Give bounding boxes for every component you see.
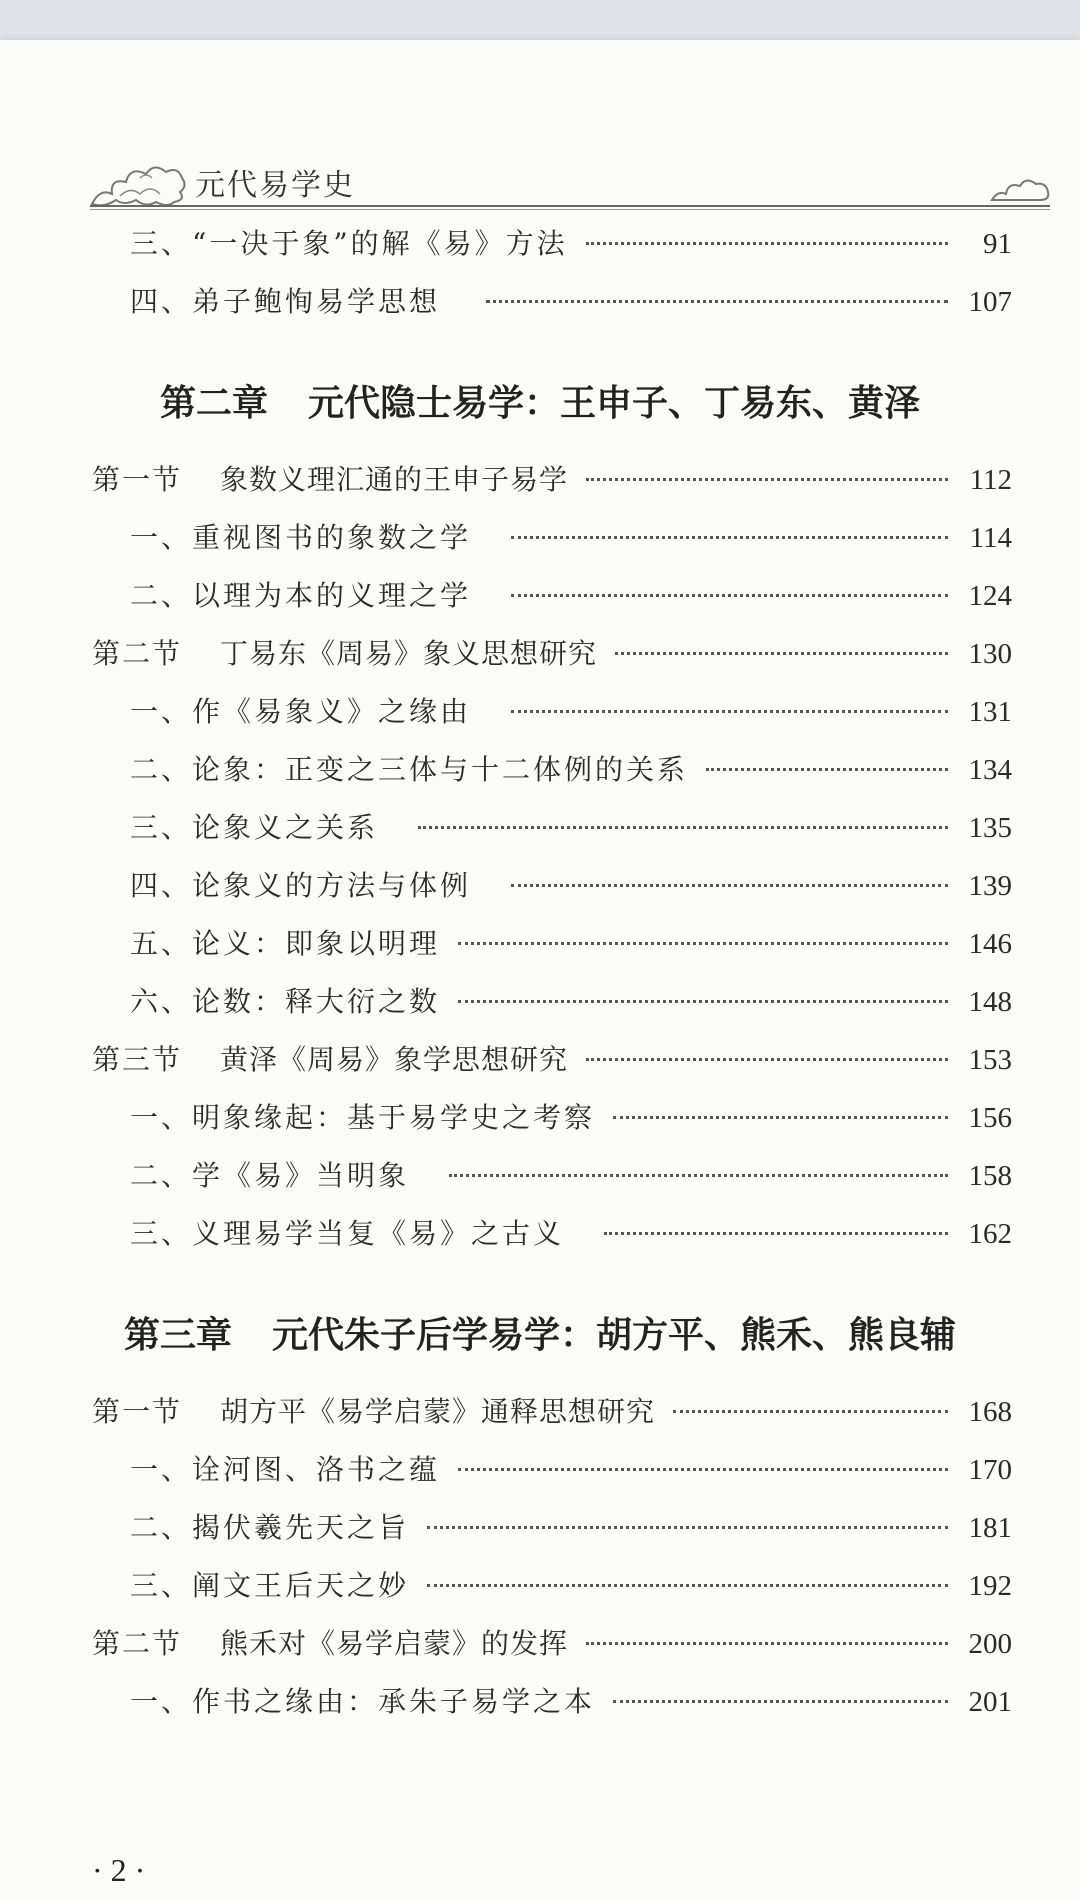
leader-dots [586, 1058, 948, 1061]
section-title: 胡方平《易学启蒙》通释思想研究 [220, 1395, 656, 1428]
leader-dots [418, 826, 948, 829]
toc-item-label: 二、论象：正变之三体与十二体例的关系 [130, 753, 689, 786]
leader-dots [586, 1642, 948, 1645]
book-page [0, 40, 1080, 1901]
toc-item-label: 五、论义：即象以明理 [130, 927, 441, 960]
toc-item[interactable] [130, 1506, 1012, 1556]
toc-item[interactable] [130, 748, 1012, 798]
section-number: 第三节 [92, 1043, 183, 1076]
toc-item-page: 107 [968, 286, 1012, 318]
toc-item[interactable] [130, 1680, 1012, 1730]
toc-section[interactable] [92, 632, 1012, 682]
toc-item-page: 201 [968, 1686, 1012, 1718]
section-page: 112 [969, 464, 1012, 496]
section-title: 熊禾对《易学启蒙》的发挥 [220, 1627, 569, 1660]
leader-dots [706, 768, 948, 771]
toc-item-page: 170 [968, 1454, 1012, 1486]
section-page: 130 [968, 638, 1012, 670]
chapter-title: 元代隐士易学：王申子、丁易东、黄泽 [308, 383, 921, 424]
toc-item-label: 六、论数：释大衍之数 [130, 985, 441, 1018]
toc-item-label: 三、论象义之关系 [130, 811, 379, 844]
leader-dots [586, 478, 948, 481]
toc-item-label: 四、弟子鲍恂易学思想 [130, 285, 441, 318]
toc-section[interactable] [92, 458, 1012, 508]
toc-item-label: 二、学《易》当明象 [130, 1159, 410, 1192]
chapter-heading[interactable] [0, 1307, 1080, 1358]
toc-item-page: 156 [968, 1102, 1012, 1134]
leader-dots [586, 242, 948, 245]
cloud-ornament-right-icon [990, 170, 1050, 202]
toc-item[interactable] [130, 1212, 1012, 1262]
toc-item-page: 139 [968, 870, 1012, 902]
section-title: 黄泽《周易》象学思想研究 [220, 1043, 569, 1076]
leader-dots [615, 652, 948, 655]
toc-section[interactable] [92, 1390, 1012, 1440]
leader-dots [673, 1410, 948, 1413]
leader-dots [511, 710, 948, 713]
page-number: · 2 · [92, 1852, 146, 1888]
running-header [90, 140, 1050, 210]
toc-item-page: 146 [968, 928, 1012, 960]
toc-item-page: 124 [968, 580, 1012, 612]
section-title: 丁易东《周易》象义思想研究 [220, 637, 598, 670]
toc-item-label: 四、论象义的方法与体例 [130, 869, 472, 902]
toc-item[interactable] [130, 1564, 1012, 1614]
book-title: 元代易学史 [195, 168, 355, 203]
toc-item-page: 135 [968, 812, 1012, 844]
toc-section[interactable] [92, 1038, 1012, 1088]
toc-item[interactable] [130, 922, 1012, 972]
leader-dots [458, 1468, 948, 1471]
leader-dots [458, 942, 948, 945]
toc-item-label: 三、义理易学当复《易》之古义 [130, 1217, 565, 1250]
toc-item[interactable] [130, 1154, 1012, 1204]
toc-item[interactable] [130, 280, 1012, 330]
leader-dots [613, 1116, 948, 1119]
cloud-ornament-left-icon [90, 148, 190, 208]
toc-item-label: 二、以理为本的义理之学 [130, 579, 472, 612]
toc-item-page: 114 [969, 522, 1012, 554]
toc-item[interactable] [130, 690, 1012, 740]
leader-dots [511, 884, 948, 887]
toc-item-label: 三、阐文王后天之妙 [130, 1569, 410, 1602]
toc-item[interactable] [130, 516, 1012, 566]
toc-item-label: 一、诠河图、洛书之蕴 [130, 1453, 441, 1486]
toc-item-label: 二、揭伏羲先天之旨 [130, 1511, 410, 1544]
toc-item-label: 一、作《易象义》之缘由 [130, 695, 472, 728]
toc-section[interactable] [92, 1622, 1012, 1672]
toc-item-page: 131 [968, 696, 1012, 728]
section-page: 168 [968, 1396, 1012, 1428]
leader-dots [511, 594, 948, 597]
leader-dots [427, 1584, 948, 1587]
toc-item-label: 一、作书之缘由：承朱子易学之本 [130, 1685, 596, 1718]
leader-dots [604, 1232, 948, 1235]
toc-item-page: 148 [968, 986, 1012, 1018]
leader-dots [427, 1526, 948, 1529]
section-title: 象数义理汇通的王申子易学 [220, 463, 569, 496]
toc-item[interactable] [130, 864, 1012, 914]
leader-dots [511, 536, 948, 539]
section-number: 第一节 [92, 1395, 183, 1428]
toc-item-page: 158 [968, 1160, 1012, 1192]
toc-item-label: 一、重视图书的象数之学 [130, 521, 472, 554]
toc-item[interactable] [130, 980, 1012, 1030]
toc-item[interactable] [130, 574, 1012, 624]
section-number: 第二节 [92, 1627, 183, 1660]
toc-item-label: 三、“一决于象”的解《易》方法 [130, 227, 568, 260]
leader-dots [449, 1174, 948, 1177]
toc-item[interactable] [130, 1448, 1012, 1498]
section-page: 200 [968, 1628, 1012, 1660]
section-number: 第二节 [92, 637, 183, 670]
section-page: 153 [968, 1044, 1012, 1076]
header-rule [90, 205, 1050, 207]
toc-item-page: 192 [968, 1570, 1012, 1602]
chapter-heading[interactable] [0, 375, 1080, 426]
section-number: 第一节 [92, 463, 183, 496]
toc-item[interactable] [130, 1096, 1012, 1146]
chapter-title: 元代朱子后学易学：胡方平、熊禾、熊良辅 [272, 1315, 957, 1356]
leader-dots [486, 300, 948, 303]
header-rule-thin [90, 209, 1050, 210]
toc-item-page: 162 [968, 1218, 1012, 1250]
toc-item[interactable] [130, 222, 1012, 272]
leader-dots [613, 1700, 948, 1703]
toc-item-page: 91 [983, 228, 1012, 260]
toc-item[interactable] [130, 806, 1012, 856]
toc-item-page: 181 [968, 1512, 1012, 1544]
leader-dots [458, 1000, 948, 1003]
toc-item-label: 一、明象缘起：基于易学史之考察 [130, 1101, 596, 1134]
toc-item-page: 134 [968, 754, 1012, 786]
chapter-number: 第三章 [123, 1315, 232, 1356]
chapter-number: 第二章 [159, 383, 268, 424]
